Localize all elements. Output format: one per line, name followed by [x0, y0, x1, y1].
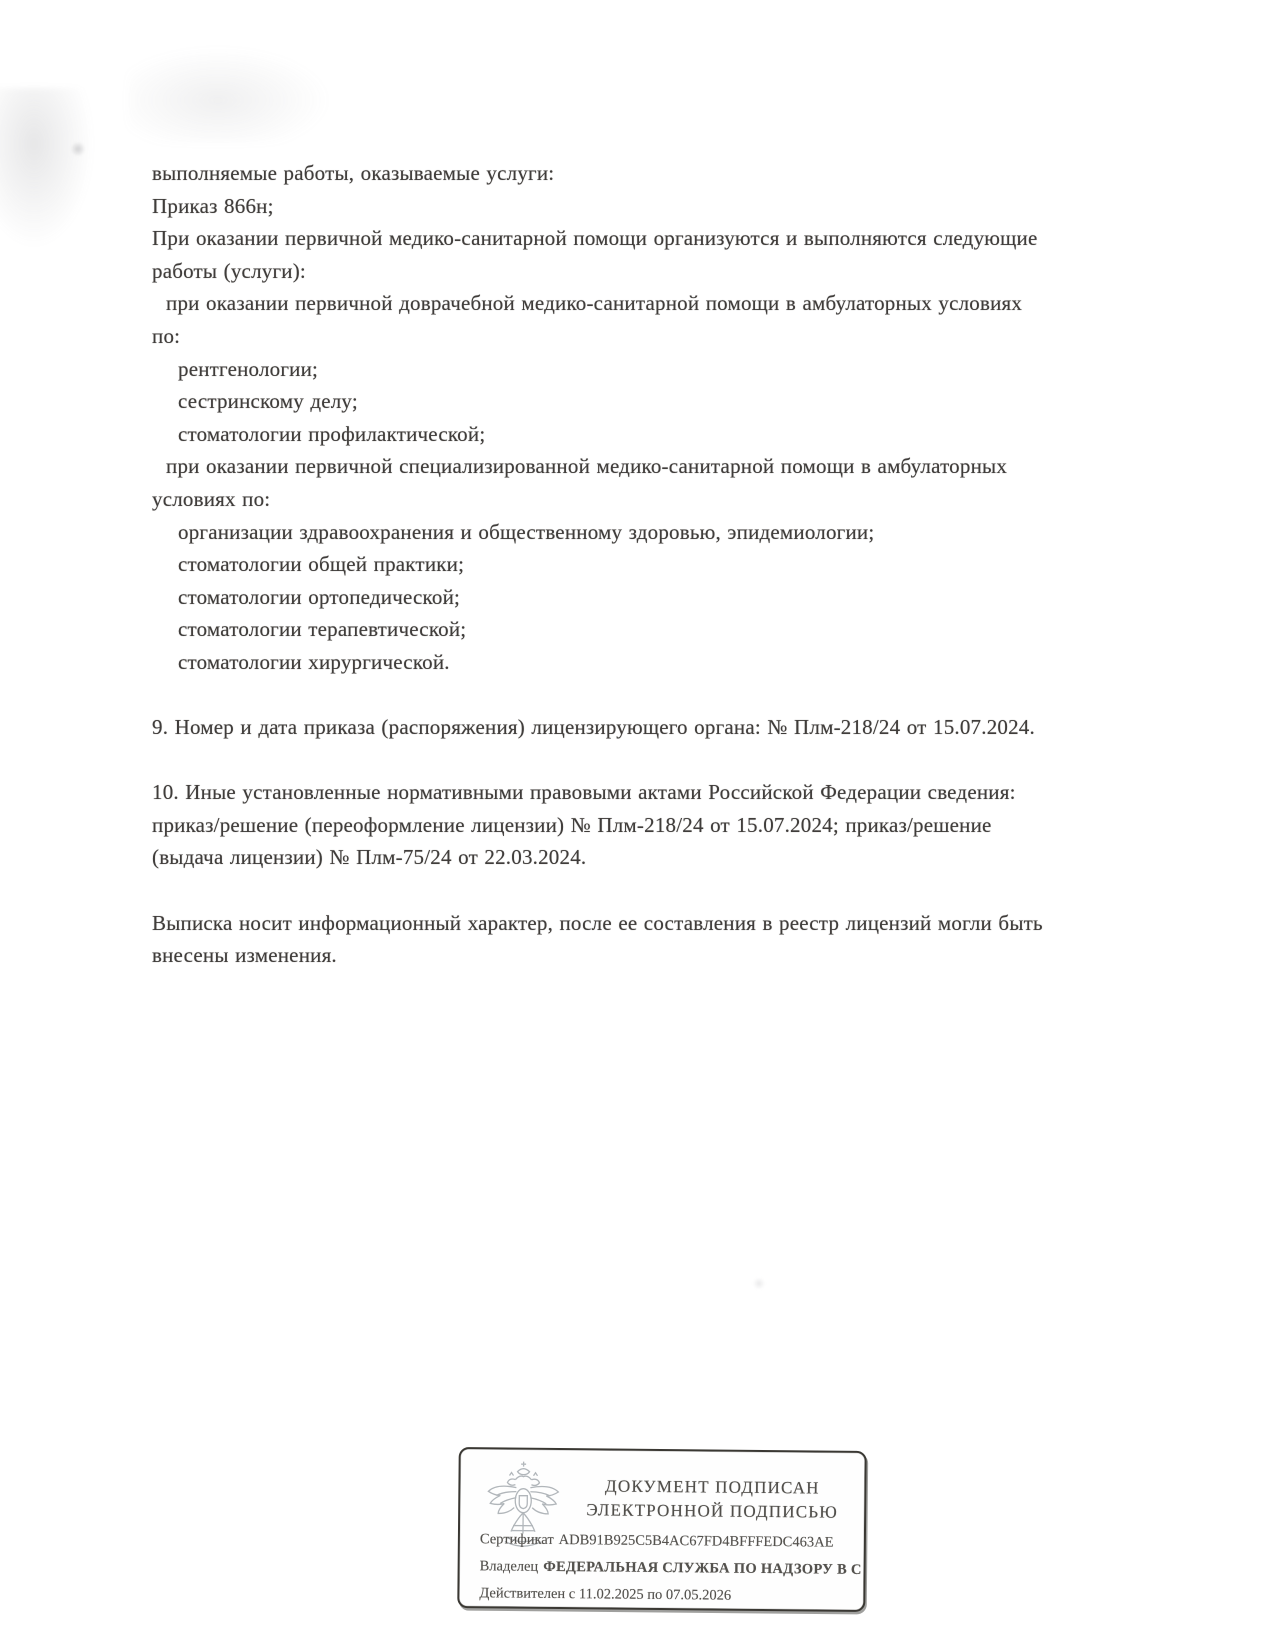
doc-line-service-item: стоматологии хирургической. — [178, 649, 450, 674]
stamp-validity-row: Действителен с 11.02.2025 по 07.05.2026 — [479, 1585, 732, 1604]
paragraph-gap — [152, 744, 1162, 777]
scan-artifact-speck — [752, 1278, 766, 1289]
electronic-signature-stamp — [457, 1447, 867, 1612]
owner-label: Владелец — [479, 1558, 539, 1575]
scan-artifact-smudge — [0, 88, 94, 248]
doc-line: по: — [152, 323, 181, 348]
item-9-line: 9. Номер и дата приказа (распоряжения) лицензирующего органа: № Плм-218/24 от 15.07.2024. — [152, 715, 1035, 740]
document-body-text — [152, 157, 1162, 972]
item-10-line: приказ/решение (переоформление лицензии) № Плм-218/24 от 15.07.2024; приказ/решение — [152, 812, 992, 837]
note-line: Выписка носит информационный характер, после ее составления в реестр лицензий могли быть — [152, 910, 1043, 935]
doc-line-service-item: стоматологии ортопедической; — [178, 584, 461, 609]
doc-line: работы (услуги): — [152, 258, 306, 283]
certificate-value: ADB91B925C5B4AC67FD4BFFFEDC463AE — [558, 1532, 834, 1551]
doc-line: При оказании первичной медико-санитарной помощи организуются и выполняются следующие — [152, 226, 1038, 251]
doc-line: выполняемые работы, оказываемые услуги: — [152, 161, 555, 185]
certificate-label: Сертификат — [479, 1531, 554, 1548]
owner-value: ФЕДЕРАЛЬНАЯ СЛУЖБА ПО НАДЗОРУ В С — [543, 1558, 862, 1578]
stamp-title-line1: ДОКУМЕНТ ПОДПИСАН — [605, 1476, 820, 1498]
doc-line: условиях по: — [152, 486, 271, 511]
note-line: внесены изменения. — [152, 943, 337, 968]
scan-artifact-speck — [70, 142, 86, 156]
doc-line: при оказании первичной доврачебной медико-санитарной помощи в амбулаторных условиях — [166, 291, 1023, 316]
doc-line-service-item: организации здравоохранения и общественному здоровью, эпидемиологии; — [178, 519, 875, 544]
doc-line-service-item: стоматологии профилактической; — [178, 421, 486, 446]
stamp-owner-row — [480, 1556, 862, 1580]
doc-line-service-item: рентгенологии; — [178, 356, 319, 381]
scan-artifact-smudge — [128, 48, 328, 143]
stamp-certificate-row — [480, 1529, 834, 1552]
doc-line-service-item: стоматологии терапевтической; — [178, 617, 467, 642]
doc-line: при оказании первичной специализированной медико-санитарной помощи в амбулаторных — [166, 454, 1008, 479]
stamp-title — [568, 1474, 856, 1525]
doc-line-service-item: сестринскому делу; — [178, 389, 358, 414]
stamp-title-line2: ЭЛЕКТРОННОЙ ПОДПИСЬЮ — [586, 1500, 839, 1522]
doc-line-service-item: стоматологии общей практики; — [178, 552, 465, 577]
paragraph-gap — [152, 679, 1162, 712]
paragraph-gap — [152, 874, 1162, 907]
item-10-line: 10. Иные установленные нормативными правовыми актами Российской Федерации сведения: — [152, 780, 1016, 805]
item-10-line: (выдача лицензии) № Плм-75/24 от 22.03.2024. — [152, 845, 587, 870]
doc-line: Приказ 866н; — [152, 193, 274, 218]
